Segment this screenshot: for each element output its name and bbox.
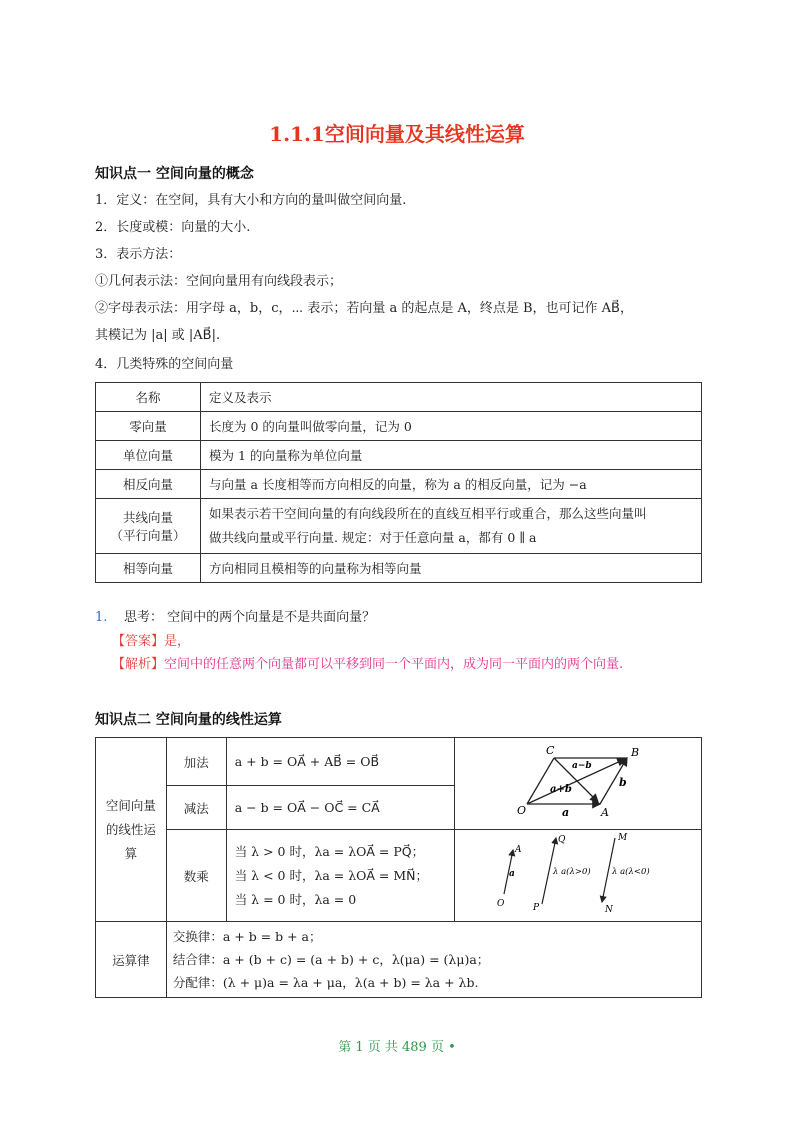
parallelogram-figure-cell bbox=[455, 738, 702, 830]
label-P: P bbox=[533, 903, 540, 913]
label-a-minus-b: a−b bbox=[572, 761, 592, 771]
row-name: 相反向量 bbox=[96, 470, 201, 499]
section1-heading: 知识点一 空间向量的概念 bbox=[95, 166, 254, 182]
table-row bbox=[96, 441, 702, 470]
row-def bbox=[201, 499, 702, 554]
law-label: 运算律 bbox=[96, 922, 167, 998]
label-N: N bbox=[605, 905, 613, 915]
row-name: 单位向量 bbox=[96, 441, 201, 470]
add-formula: a + b = OA⃗ + AB⃗ = OB⃗ bbox=[226, 738, 454, 786]
mul-label: 数乘 bbox=[166, 830, 226, 922]
label-O: O bbox=[517, 804, 527, 817]
row-def: 与向量 a 长度相等而方向相反的向量，称为 a 的相反向量，记为 −a bbox=[201, 470, 702, 499]
row-name-line1: 共线向量 bbox=[122, 510, 173, 525]
label-a: a bbox=[562, 806, 570, 819]
linear-ops-table bbox=[95, 737, 702, 998]
answer-tag: 【答案】 bbox=[112, 634, 165, 649]
row-def-line1: 如果表示若干空间向量的有向线段所在的直线互相平行或重合，那么这些向量叫 bbox=[209, 506, 647, 521]
row-name bbox=[96, 499, 201, 554]
label-a2: a bbox=[509, 869, 515, 879]
label-a-plus-b: a+b bbox=[550, 784, 572, 795]
table-header-def: 定义及表示 bbox=[201, 383, 702, 412]
answer-line bbox=[112, 633, 190, 651]
page-footer: 第 1 页 共 489 页 • bbox=[338, 1040, 456, 1055]
row-def: 长度为 0 的向量叫做零向量，记为 0 bbox=[201, 412, 702, 441]
modulus-line: 其模记为 |a| 或 |AB⃗|. bbox=[95, 328, 221, 343]
add-label: 加法 bbox=[166, 738, 226, 786]
mul-positive: 当 λ > 0 时，λa = λOA⃗ = PQ⃗； bbox=[234, 843, 425, 859]
think-question bbox=[95, 609, 375, 627]
scalar-figure-cell bbox=[455, 830, 702, 922]
special-vectors-line: 4．几类特殊的空间向量 bbox=[95, 357, 234, 372]
row-name: 相等向量 bbox=[96, 554, 201, 583]
ops-left-cell bbox=[96, 738, 167, 922]
table-row bbox=[96, 499, 702, 554]
label-O2: O bbox=[497, 899, 505, 909]
analysis-tag: 【解析】 bbox=[112, 657, 165, 672]
scalar-mult-diagram bbox=[455, 830, 701, 918]
analysis-line bbox=[112, 656, 623, 674]
row-def: 方向相同且模相等的向量称为相等向量 bbox=[201, 554, 702, 583]
table-row bbox=[96, 470, 702, 499]
mul-zero: 当 λ = 0 时，λa = 0 bbox=[234, 891, 357, 907]
table-row bbox=[96, 554, 702, 583]
label-A2: A bbox=[515, 845, 522, 855]
ops-left-line3: 算 bbox=[124, 845, 138, 861]
geometric-rep-line: ①几何表示法：空间向量用有向线段表示； bbox=[95, 274, 343, 289]
mul-formulas bbox=[226, 830, 454, 922]
representation-line: 3．表示方法： bbox=[95, 247, 182, 262]
ops-left-line2: 的线性运 bbox=[105, 821, 156, 837]
label-C: C bbox=[546, 744, 555, 757]
row-name-line2: （平行向量） bbox=[110, 528, 186, 543]
label-M: M bbox=[618, 833, 628, 843]
parallelogram-diagram bbox=[455, 738, 701, 826]
distributive-law: 分配律：(λ + μ)a = λa + μa，λ(a + b) = λa + λb. bbox=[172, 975, 479, 990]
label-lambda-negative: λ a(λ<0) bbox=[612, 867, 650, 877]
label-Q: Q bbox=[558, 835, 566, 845]
letter-rep-line: ②字母表示法：用字母 a，b，c，⋯ 表示；若向量 a 的起点是 A，终点是 B，也可记作 AB⃗， bbox=[95, 301, 633, 316]
commutative-law: 交换律：a + b = b + a； bbox=[172, 929, 322, 944]
label-lambda-positive: λ a(λ>0) bbox=[553, 867, 591, 877]
sub-formula: a − b = OA⃗ − OC⃗ = CA⃗ bbox=[226, 786, 454, 830]
answer-text: 是， bbox=[164, 634, 191, 649]
length-line: 2．长度或模：向量的大小. bbox=[95, 220, 251, 235]
definition-line: 1．定义：在空间，具有大小和方向的量叫做空间向量. bbox=[95, 193, 407, 208]
page-title: 1.1.1空间向量及其线性运算 bbox=[269, 122, 525, 146]
question-number: 1. bbox=[95, 610, 108, 625]
table-header-name: 名称 bbox=[96, 383, 201, 412]
label-B: B bbox=[631, 746, 640, 759]
question-text: 思考： 空间中的两个向量是不是共面向量？ bbox=[123, 610, 376, 625]
row-def: 模为 1 的向量称为单位向量 bbox=[201, 441, 702, 470]
analysis-text: 空间中的任意两个向量都可以平移到同一个平面内，成为同一平面内的两个向量. bbox=[164, 657, 624, 672]
section2-heading: 知识点二 空间向量的线性运算 bbox=[95, 712, 282, 728]
associative-law: 结合律：a + (b + c) = (a + b) + c，λ(μa) = (λμ)a； bbox=[172, 952, 490, 967]
sub-label: 减法 bbox=[166, 786, 226, 830]
special-vectors-table bbox=[95, 382, 702, 583]
table-row bbox=[96, 412, 702, 441]
row-def-line2: 做共线向量或平行向量. 规定：对于任意向量 a，都有 0 ∥ a bbox=[209, 530, 537, 545]
mul-negative: 当 λ < 0 时，λa = λOA⃗ = MN⃗； bbox=[234, 867, 429, 883]
label-A: A bbox=[601, 806, 609, 819]
row-name: 零向量 bbox=[96, 412, 201, 441]
law-formulas bbox=[166, 922, 701, 998]
ops-left-line1: 空间向量 bbox=[105, 797, 156, 813]
label-b: b bbox=[619, 776, 627, 789]
